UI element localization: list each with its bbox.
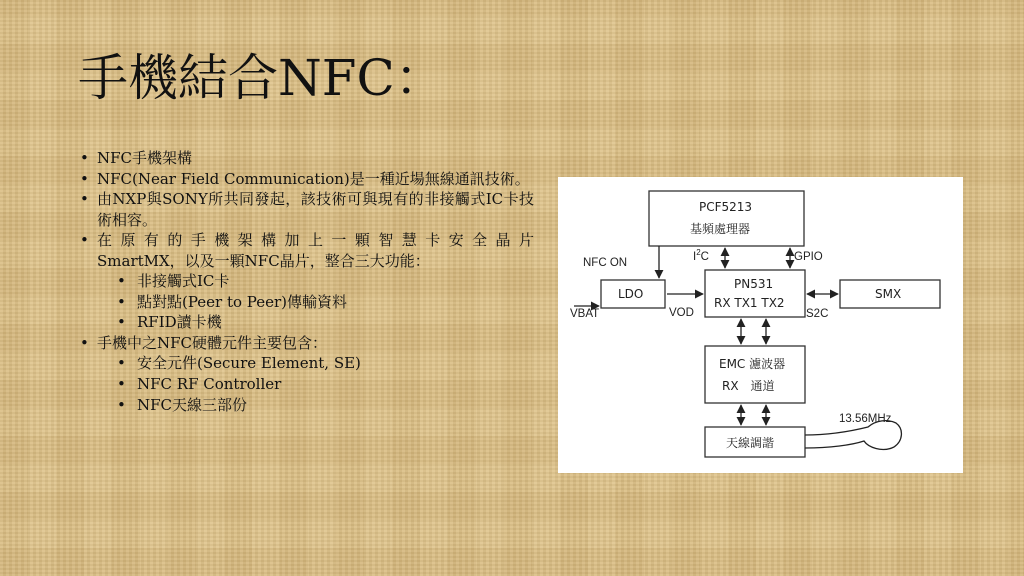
smx-label: SMX	[875, 287, 902, 301]
antenna-tuning-label: 天線調諧	[726, 436, 775, 450]
bullet-hardware-components	[78, 333, 534, 354]
gpio-label: GPIO	[794, 251, 823, 263]
sub-bullet-text: RFID讀卡機	[137, 313, 222, 332]
ldo-label: LDO	[618, 287, 644, 301]
bullet-nxp-sony	[78, 189, 534, 230]
bullet-text: 手機中之NFC硬體元件主要包含：	[97, 333, 328, 352]
sub-bullet-rf-controller	[78, 374, 534, 395]
sub-bullet-contactless-ic	[78, 271, 534, 292]
sub-bullet-peer-to-peer	[78, 292, 534, 313]
bullet-text: 由NXP與SONY所共同發起，該技術可與現有的非接觸式IC卡技術相容。	[97, 190, 534, 229]
sub-bullet-text: 安全元件(Secure Element, SE)	[137, 354, 361, 373]
vbat-label: VBAT	[570, 308, 600, 320]
sub-bullet-rfid-reader	[78, 312, 534, 333]
sub-bullet-text: 點對點(Peer to Peer)傳輸資料	[137, 292, 347, 311]
sub-bullet-text: 非接觸式IC卡	[137, 272, 230, 291]
baseband-processor-label: 基頻處理器	[690, 222, 751, 236]
diagram-canvas	[558, 177, 963, 473]
i2c-label-superscript: 2	[696, 248, 701, 257]
pn531-name: PN531	[734, 277, 774, 291]
i2c-label-end: C	[700, 251, 709, 263]
s2c-label: S2C	[806, 308, 829, 320]
pcf5213-name: PCF5213	[699, 200, 753, 214]
vod-label: VOD	[669, 307, 694, 319]
sub-bullet-antenna	[78, 395, 534, 416]
bullet-nfc-definition	[78, 169, 534, 190]
bullet-smartmx	[78, 230, 534, 271]
bullet-list	[78, 148, 534, 415]
bullet-text: NFC(Near Field Communication)是一種近場無線通訊技術。	[97, 169, 530, 188]
emc-filter-label: EMC 濾波器	[719, 357, 786, 371]
pn531-pins: RX TX1 TX2	[714, 296, 785, 310]
emc-filter-box	[705, 346, 805, 403]
sub-bullet-text: NFC天線三部份	[137, 395, 248, 414]
sub-bullet-text: NFC RF Controller	[137, 375, 282, 394]
rx-channel-label: RX 通道	[722, 379, 775, 393]
sub-bullet-secure-element	[78, 353, 534, 374]
bullet-text: NFC手機架構	[97, 149, 193, 167]
bullet-text-line1: • 在原有的手機架構加上一顆智慧卡安全晶片	[97, 231, 534, 250]
frequency-label: 13.56MHz	[839, 413, 892, 425]
nfc-on-label: NFC ON	[583, 257, 628, 269]
bullet-text-line2: SmartMX，以及一顆NFC晶片，整合三大功能：	[97, 251, 430, 270]
slide-title: 手機結合NFC：	[78, 49, 445, 107]
i2c-label-main: I	[693, 251, 697, 263]
i2c-label	[693, 248, 709, 263]
nfc-block-diagram	[558, 177, 963, 473]
bullet-nfc-architecture	[78, 148, 534, 169]
